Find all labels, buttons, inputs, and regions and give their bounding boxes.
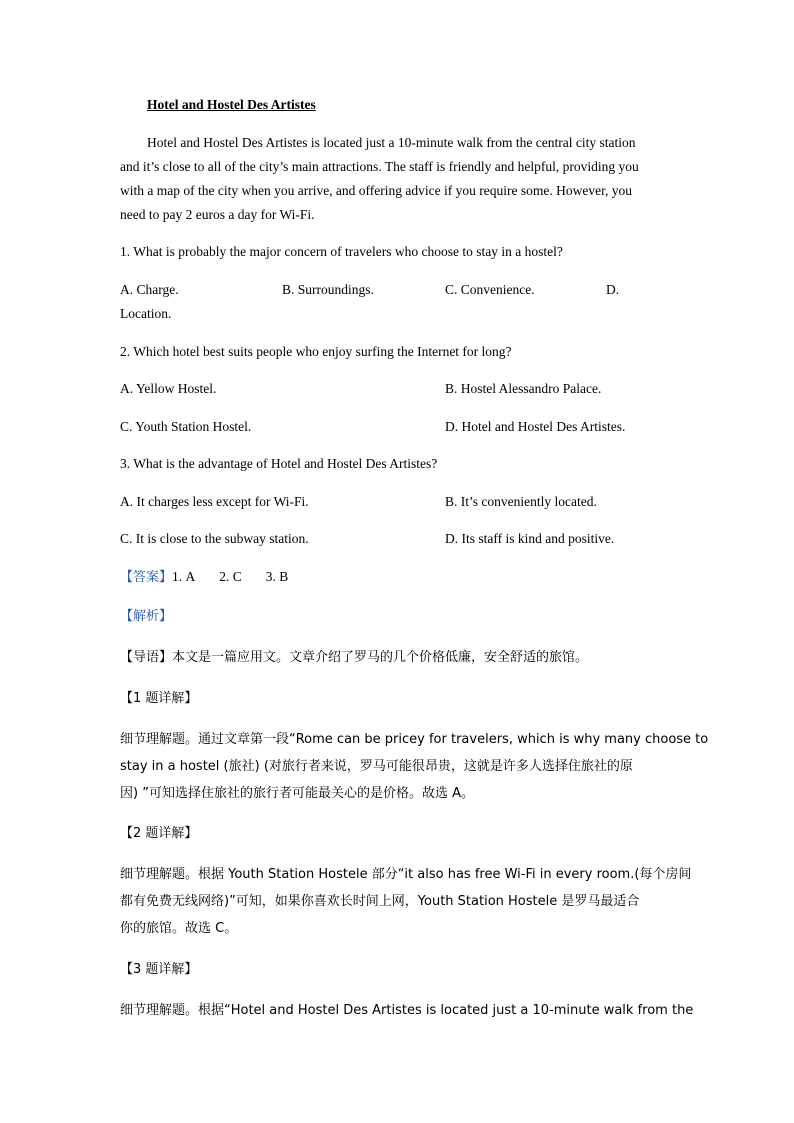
question-2-option-b: B. Hostel Alessandro Palace.	[445, 381, 602, 396]
question-3-option-a: A. It charges less except for Wi-Fi.	[120, 494, 309, 509]
q1-detail-line: 因) ”可知选择住旅社的旅行者可能最关心的是价格。故选 A。	[120, 786, 474, 801]
question-1-option-c: C. Convenience.	[445, 282, 535, 297]
question-2-stem: 2. Which hotel best suits people who enjoy surfing the Internet for long?	[120, 344, 512, 359]
q1-detail-line: stay in a hostel (旅社) (对旅行者来说，罗马可能很昂贵，这就是许多人选择住旅社的原	[120, 759, 633, 774]
analysis-label: 【解析】	[120, 609, 173, 624]
passage-line: and it’s close to all of the city’s main attractions. The staff is friendly and helpful, providing you	[120, 159, 639, 174]
q2-detail-line: 细节理解题。根据 Youth Station Hostele 部分“it also has free Wi-Fi in every room.(每个房间	[120, 867, 692, 882]
answer-item: 3. B	[265, 569, 289, 584]
intro-label: 【导语】	[120, 650, 173, 665]
answer-item: 2. C	[219, 569, 242, 584]
question-3-option-d: D. Its staff is kind and positive.	[445, 531, 615, 546]
q1-detail-line: 细节理解题。通过文章第一段“Rome can be pricey for travelers, which is why many choose to	[120, 732, 709, 747]
passage-line: with a map of the city when you arrive, and offering advice if you require some. However, you	[120, 183, 633, 198]
q2-detail-line: 你的旅馆。故选 C。	[120, 921, 238, 936]
answer-item: 1. A	[172, 569, 196, 584]
question-2-option-a: A. Yellow Hostel.	[120, 381, 217, 396]
q1-detail-label: 【1 题详解】	[120, 691, 198, 706]
question-2-option-d: D. Hotel and Hostel Des Artistes.	[445, 419, 626, 434]
answer-label: 【答案】	[120, 570, 173, 585]
q2-detail-label: 【2 题详解】	[120, 826, 198, 841]
intro-line	[120, 649, 588, 667]
question-2-option-c: C. Youth Station Hostel.	[120, 419, 252, 434]
q2-detail-line: 都有免费无线网络)”可知，如果你喜欢长时间上网，Youth Station Hostele 是罗马最适合	[120, 894, 640, 909]
question-3-option-b: B. It’s conveniently located.	[445, 494, 597, 509]
passage-line: Hotel and Hostel Des Artistes is located just a 10-minute walk from the central city station	[147, 135, 636, 150]
passage-title: Hotel and Hostel Des Artistes	[147, 97, 316, 112]
question-1-stem: 1. What is probably the major concern of travelers who choose to stay in a hostel?	[120, 244, 563, 259]
question-1-option-d-text: Location.	[120, 306, 172, 321]
intro-text: 本文是一篇应用文。文章介绍了罗马的几个价格低廉，安全舒适的旅馆。	[172, 650, 589, 665]
answer-line	[120, 568, 288, 587]
passage-line: need to pay 2 euros a day for Wi-Fi.	[120, 207, 315, 222]
question-1-option-d: D.	[606, 282, 620, 297]
q3-detail-label: 【3 题详解】	[120, 962, 198, 977]
question-1-option-a: A. Charge.	[120, 282, 179, 297]
q3-detail-line: 细节理解题。根据“Hotel and Hostel Des Artistes is located just a 10-minute walk from the	[120, 1003, 694, 1018]
question-3-option-c: C. It is close to the subway station.	[120, 531, 309, 546]
question-1-option-b: B. Surroundings.	[282, 282, 374, 297]
question-3-stem: 3. What is the advantage of Hotel and Hostel Des Artistes?	[120, 456, 438, 471]
